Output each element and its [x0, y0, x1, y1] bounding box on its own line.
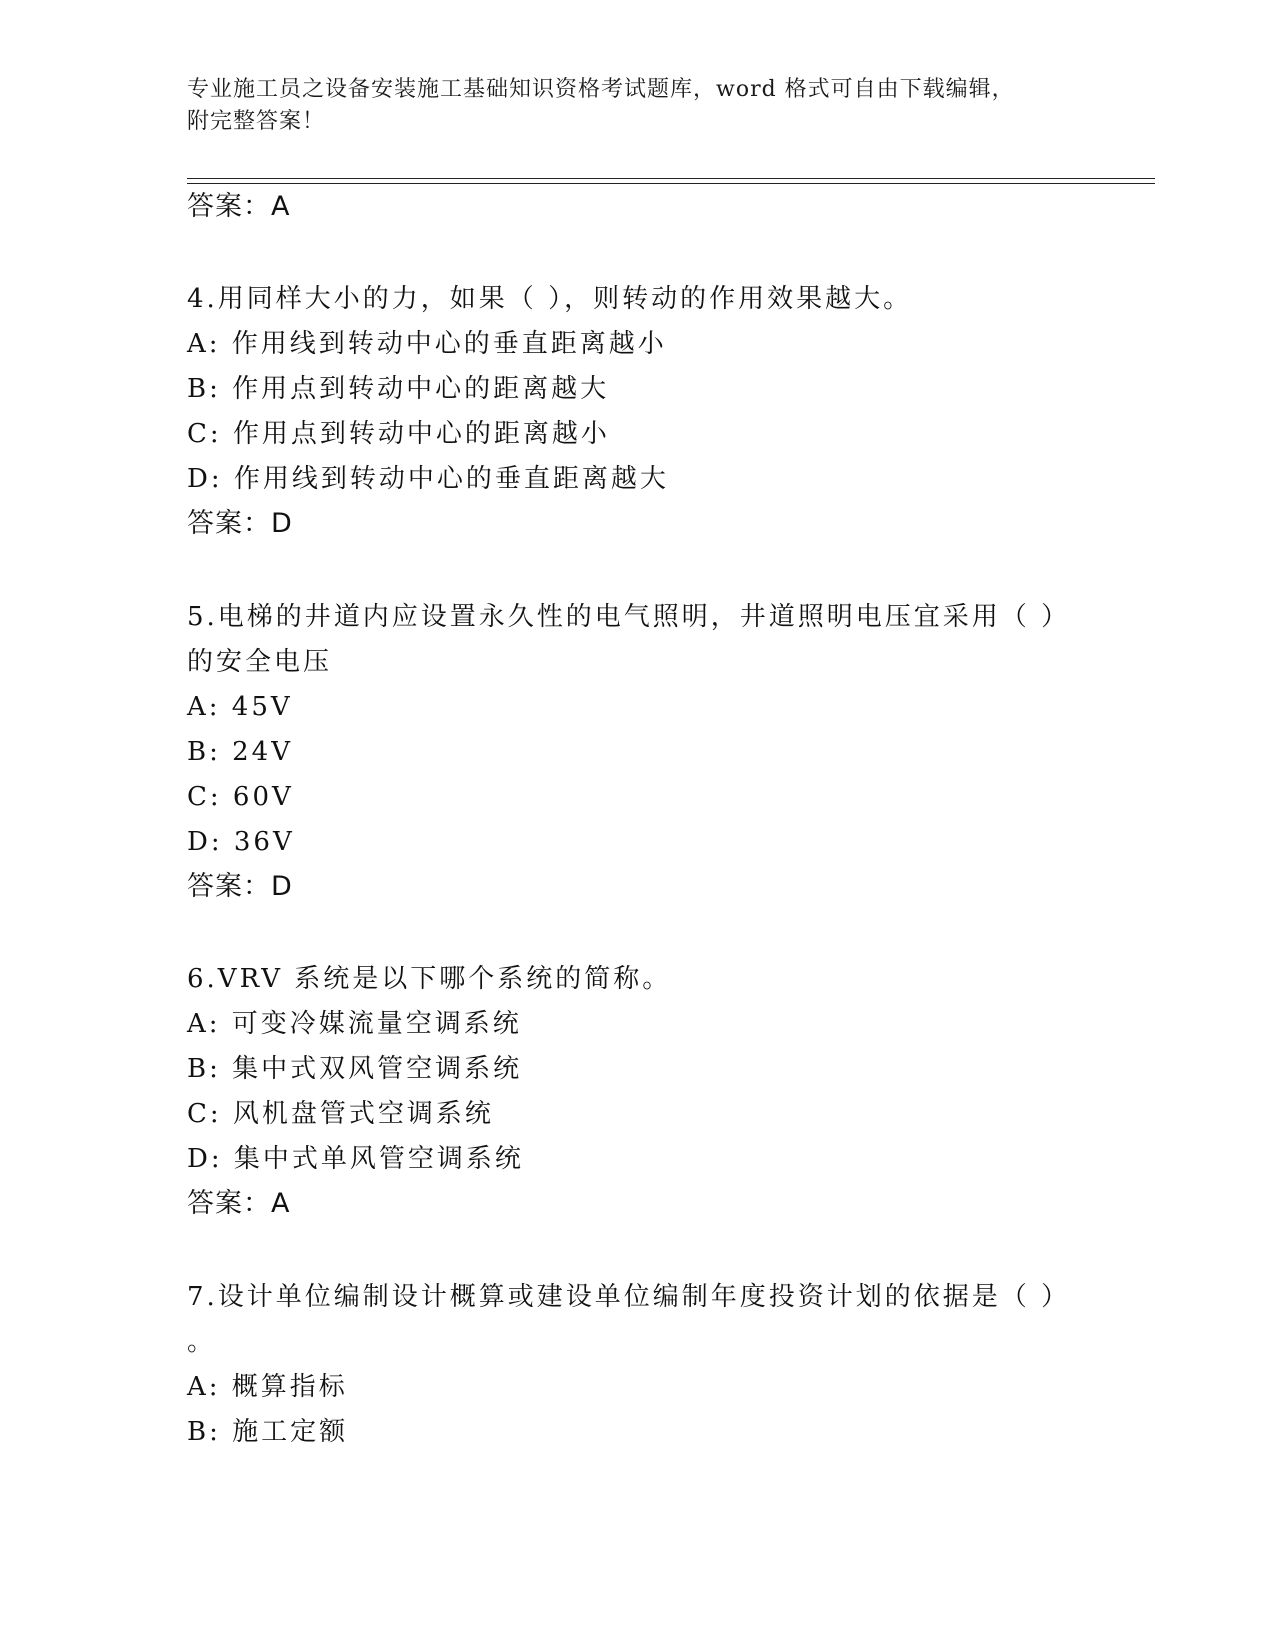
question-7-option-a: A: 概算指标: [187, 1372, 348, 1402]
question-7-option-b: B: 施工定额: [187, 1417, 349, 1447]
question-6-option-b: B: 集中式双风管空调系统: [187, 1054, 523, 1084]
question-6-option-a: A: 可变冷媒流量空调系统: [187, 1009, 522, 1039]
header-line-1: 专业施工员之设备安装施工基础知识资格考试题库，word 格式可自由下载编辑，: [187, 77, 1015, 102]
question-4-option-b: B: 作用点到转动中心的距离越大: [187, 374, 610, 404]
question-7-text-line-1: 7.设计单位编制设计概算或建设单位编制年度投资计划的依据是（ ）: [187, 1282, 1071, 1312]
header-line-2: 附完整答案！: [187, 109, 326, 134]
question-4-option-a: A: 作用线到转动中心的垂直距离越小: [187, 329, 667, 359]
question-4-text: 4.用同样大小的力，如果（ ），则转动的作用效果越大。: [187, 284, 913, 314]
question-5-text-line-2: 的安全电压: [187, 647, 333, 677]
question-6-option-d: D: 集中式单风管空调系统: [187, 1144, 524, 1174]
question-4-option-d: D: 作用线到转动中心的垂直距离越大: [187, 464, 669, 494]
header-divider-bottom: [187, 183, 1155, 184]
answer-prev: 答案：A: [187, 191, 291, 222]
header-divider-top: [187, 178, 1155, 179]
question-4-answer: 答案：D: [187, 508, 293, 539]
question-6-option-c: C: 风机盘管式空调系统: [187, 1099, 494, 1129]
question-6-answer: 答案：A: [187, 1188, 291, 1219]
question-5-text-line-1: 5.电梯的井道内应设置永久性的电气照明，井道照明电压宜采用（ ）: [187, 602, 1071, 632]
question-6-text: 6.VRV 系统是以下哪个系统的简称。: [187, 964, 672, 994]
document-header: [187, 74, 1067, 138]
question-4-option-c: C: 作用点到转动中心的距离越小: [187, 419, 610, 449]
question-5-answer: 答案：D: [187, 871, 293, 902]
question-5-option-d: D: 36V: [187, 827, 295, 857]
question-5-option-a: A: 45V: [187, 692, 293, 722]
question-5-option-b: B: 24V: [187, 737, 293, 767]
question-7-text-line-2: 。: [187, 1327, 217, 1357]
question-5-option-c: C: 60V: [187, 782, 294, 812]
